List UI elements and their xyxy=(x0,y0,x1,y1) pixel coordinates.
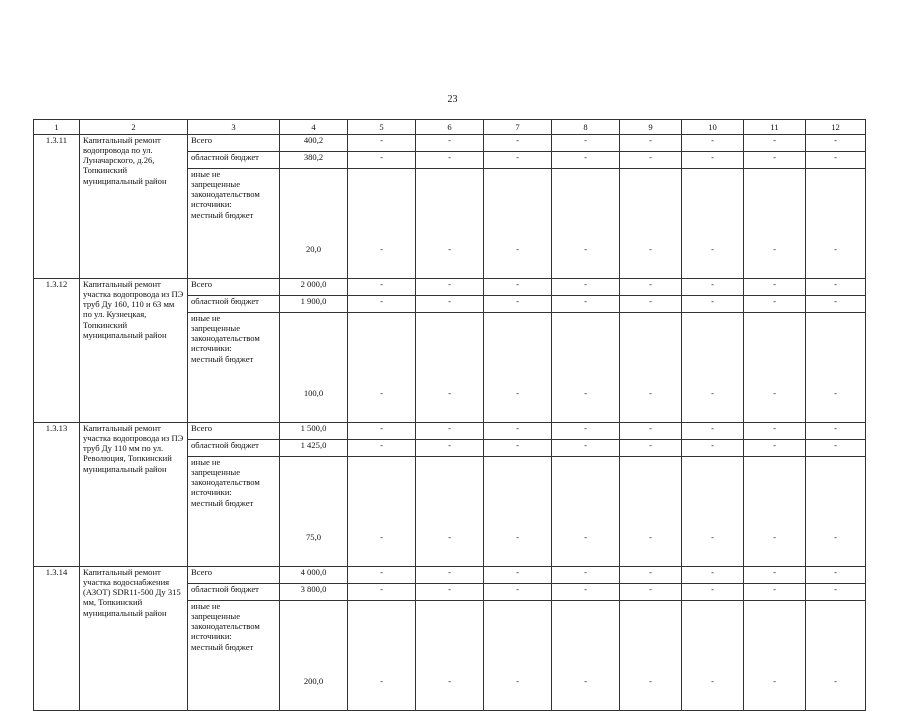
value-cell: - xyxy=(484,567,552,584)
value-cell: - xyxy=(744,296,806,313)
value-cell: - xyxy=(484,440,552,457)
value-cell: - xyxy=(806,313,866,423)
value-cell: - xyxy=(744,457,806,567)
value-cell: - xyxy=(744,440,806,457)
value-cell: - xyxy=(484,135,552,152)
item-code: 1.3.12 xyxy=(34,279,80,423)
value-cell: - xyxy=(682,567,744,584)
value-cell: - xyxy=(682,296,744,313)
value-cell: - xyxy=(682,423,744,440)
item-code: 1.3.11 xyxy=(34,135,80,279)
value-cell: - xyxy=(620,601,682,711)
value-cell: - xyxy=(552,567,620,584)
value-cell: - xyxy=(416,296,484,313)
value-cell: - xyxy=(620,440,682,457)
amount-cell: 100,0 xyxy=(280,313,348,423)
value-cell: - xyxy=(744,279,806,296)
item-name: Капитальный ремонт участка водоснабжения (АЗОТ) SDR11-500 Ду 315 мм, Топкинский муниципальный район xyxy=(80,567,188,711)
amount-cell: 3 800,0 xyxy=(280,584,348,601)
funding-source: иные не запрещенные законодательством источники: местный бюджет xyxy=(188,601,280,711)
value-cell: - xyxy=(552,313,620,423)
value-cell: - xyxy=(744,313,806,423)
funding-source: Всего xyxy=(188,423,280,440)
value-cell: - xyxy=(806,584,866,601)
value-cell: - xyxy=(620,567,682,584)
funding-table xyxy=(33,119,866,711)
value-cell: - xyxy=(348,423,416,440)
value-cell: - xyxy=(682,313,744,423)
column-number: 3 xyxy=(188,120,280,135)
item-code: 1.3.14 xyxy=(34,567,80,711)
funding-source: иные не запрещенные законодательством источники: местный бюджет xyxy=(188,169,280,279)
funding-source: областной бюджет xyxy=(188,440,280,457)
column-number: 6 xyxy=(416,120,484,135)
value-cell: - xyxy=(744,135,806,152)
value-cell: - xyxy=(348,169,416,279)
value-cell: - xyxy=(348,152,416,169)
value-cell: - xyxy=(806,567,866,584)
value-cell: - xyxy=(682,584,744,601)
table-row xyxy=(34,135,866,152)
value-cell: - xyxy=(348,440,416,457)
funding-source: иные не запрещенные законодательством источники: местный бюджет xyxy=(188,313,280,423)
value-cell: - xyxy=(620,313,682,423)
value-cell: - xyxy=(348,584,416,601)
funding-source: Всего xyxy=(188,135,280,152)
column-number: 7 xyxy=(484,120,552,135)
column-number: 11 xyxy=(744,120,806,135)
funding-source: Всего xyxy=(188,279,280,296)
column-number: 9 xyxy=(620,120,682,135)
value-cell: - xyxy=(484,152,552,169)
value-cell: - xyxy=(552,296,620,313)
value-cell: - xyxy=(806,457,866,567)
value-cell: - xyxy=(348,135,416,152)
column-number: 12 xyxy=(806,120,866,135)
amount-cell: 2 000,0 xyxy=(280,279,348,296)
value-cell: - xyxy=(806,152,866,169)
value-cell: - xyxy=(416,567,484,584)
item-code: 1.3.13 xyxy=(34,423,80,567)
value-cell: - xyxy=(620,423,682,440)
table-body xyxy=(34,120,866,711)
value-cell: - xyxy=(620,457,682,567)
amount-cell: 380,2 xyxy=(280,152,348,169)
value-cell: - xyxy=(348,279,416,296)
value-cell: - xyxy=(552,279,620,296)
value-cell: - xyxy=(348,457,416,567)
funding-source: иные не запрещенные законодательством источники: местный бюджет xyxy=(188,457,280,567)
value-cell: - xyxy=(744,567,806,584)
value-cell: - xyxy=(416,135,484,152)
amount-cell: 1 900,0 xyxy=(280,296,348,313)
value-cell: - xyxy=(416,601,484,711)
value-cell: - xyxy=(744,152,806,169)
funding-source: областной бюджет xyxy=(188,584,280,601)
value-cell: - xyxy=(620,135,682,152)
item-name: Капитальный ремонт участка водопровода из ПЭ труб Ду 160, 110 и 63 мм по ул. Кузнецкая, Топкинский муниципальный район xyxy=(80,279,188,423)
amount-cell: 4 000,0 xyxy=(280,567,348,584)
value-cell: - xyxy=(682,169,744,279)
value-cell: - xyxy=(484,584,552,601)
value-cell: - xyxy=(806,135,866,152)
value-cell: - xyxy=(348,296,416,313)
value-cell: - xyxy=(682,279,744,296)
value-cell: - xyxy=(806,440,866,457)
value-cell: - xyxy=(744,601,806,711)
value-cell: - xyxy=(744,423,806,440)
value-cell: - xyxy=(682,135,744,152)
value-cell: - xyxy=(552,423,620,440)
amount-cell: 75,0 xyxy=(280,457,348,567)
value-cell: - xyxy=(416,169,484,279)
value-cell: - xyxy=(620,169,682,279)
value-cell: - xyxy=(806,601,866,711)
value-cell: - xyxy=(348,567,416,584)
column-number: 4 xyxy=(280,120,348,135)
value-cell: - xyxy=(552,169,620,279)
value-cell: - xyxy=(744,169,806,279)
value-cell: - xyxy=(620,296,682,313)
value-cell: - xyxy=(416,440,484,457)
value-cell: - xyxy=(620,152,682,169)
value-cell: - xyxy=(620,279,682,296)
value-cell: - xyxy=(484,296,552,313)
value-cell: - xyxy=(484,601,552,711)
column-number: 2 xyxy=(80,120,188,135)
value-cell: - xyxy=(806,169,866,279)
column-number: 1 xyxy=(34,120,80,135)
value-cell: - xyxy=(348,313,416,423)
column-number: 5 xyxy=(348,120,416,135)
value-cell: - xyxy=(484,457,552,567)
value-cell: - xyxy=(416,584,484,601)
value-cell: - xyxy=(484,169,552,279)
value-cell: - xyxy=(416,313,484,423)
value-cell: - xyxy=(806,423,866,440)
value-cell: - xyxy=(484,313,552,423)
value-cell: - xyxy=(682,601,744,711)
value-cell: - xyxy=(416,423,484,440)
funding-source: областной бюджет xyxy=(188,296,280,313)
table-row xyxy=(34,423,866,440)
value-cell: - xyxy=(552,584,620,601)
value-cell: - xyxy=(552,152,620,169)
value-cell: - xyxy=(806,279,866,296)
table-row xyxy=(34,567,866,584)
amount-cell: 400,2 xyxy=(280,135,348,152)
value-cell: - xyxy=(682,440,744,457)
value-cell: - xyxy=(552,457,620,567)
value-cell: - xyxy=(348,601,416,711)
item-name: Капитальный ремонт водопровода по ул. Луначарского, д.26, Топкинский муниципальный район xyxy=(80,135,188,279)
value-cell: - xyxy=(552,601,620,711)
value-cell: - xyxy=(682,152,744,169)
amount-cell: 20,0 xyxy=(280,169,348,279)
value-cell: - xyxy=(484,423,552,440)
column-number: 8 xyxy=(552,120,620,135)
value-cell: - xyxy=(682,457,744,567)
value-cell: - xyxy=(552,135,620,152)
value-cell: - xyxy=(416,279,484,296)
value-cell: - xyxy=(620,584,682,601)
value-cell: - xyxy=(416,152,484,169)
funding-source: областной бюджет xyxy=(188,152,280,169)
value-cell: - xyxy=(806,296,866,313)
value-cell: - xyxy=(484,279,552,296)
table-row xyxy=(34,279,866,296)
page-number: 23 xyxy=(447,94,458,105)
amount-cell: 1 500,0 xyxy=(280,423,348,440)
amount-cell: 1 425,0 xyxy=(280,440,348,457)
amount-cell: 200,0 xyxy=(280,601,348,711)
value-cell: - xyxy=(744,584,806,601)
item-name: Капитальный ремонт участка водопровода из ПЭ труб Ду 110 мм по ул. Революция, Топкинский муниципальный район xyxy=(80,423,188,567)
value-cell: - xyxy=(416,457,484,567)
column-number: 10 xyxy=(682,120,744,135)
column-number-row xyxy=(34,120,866,135)
value-cell: - xyxy=(552,440,620,457)
funding-source: Всего xyxy=(188,567,280,584)
